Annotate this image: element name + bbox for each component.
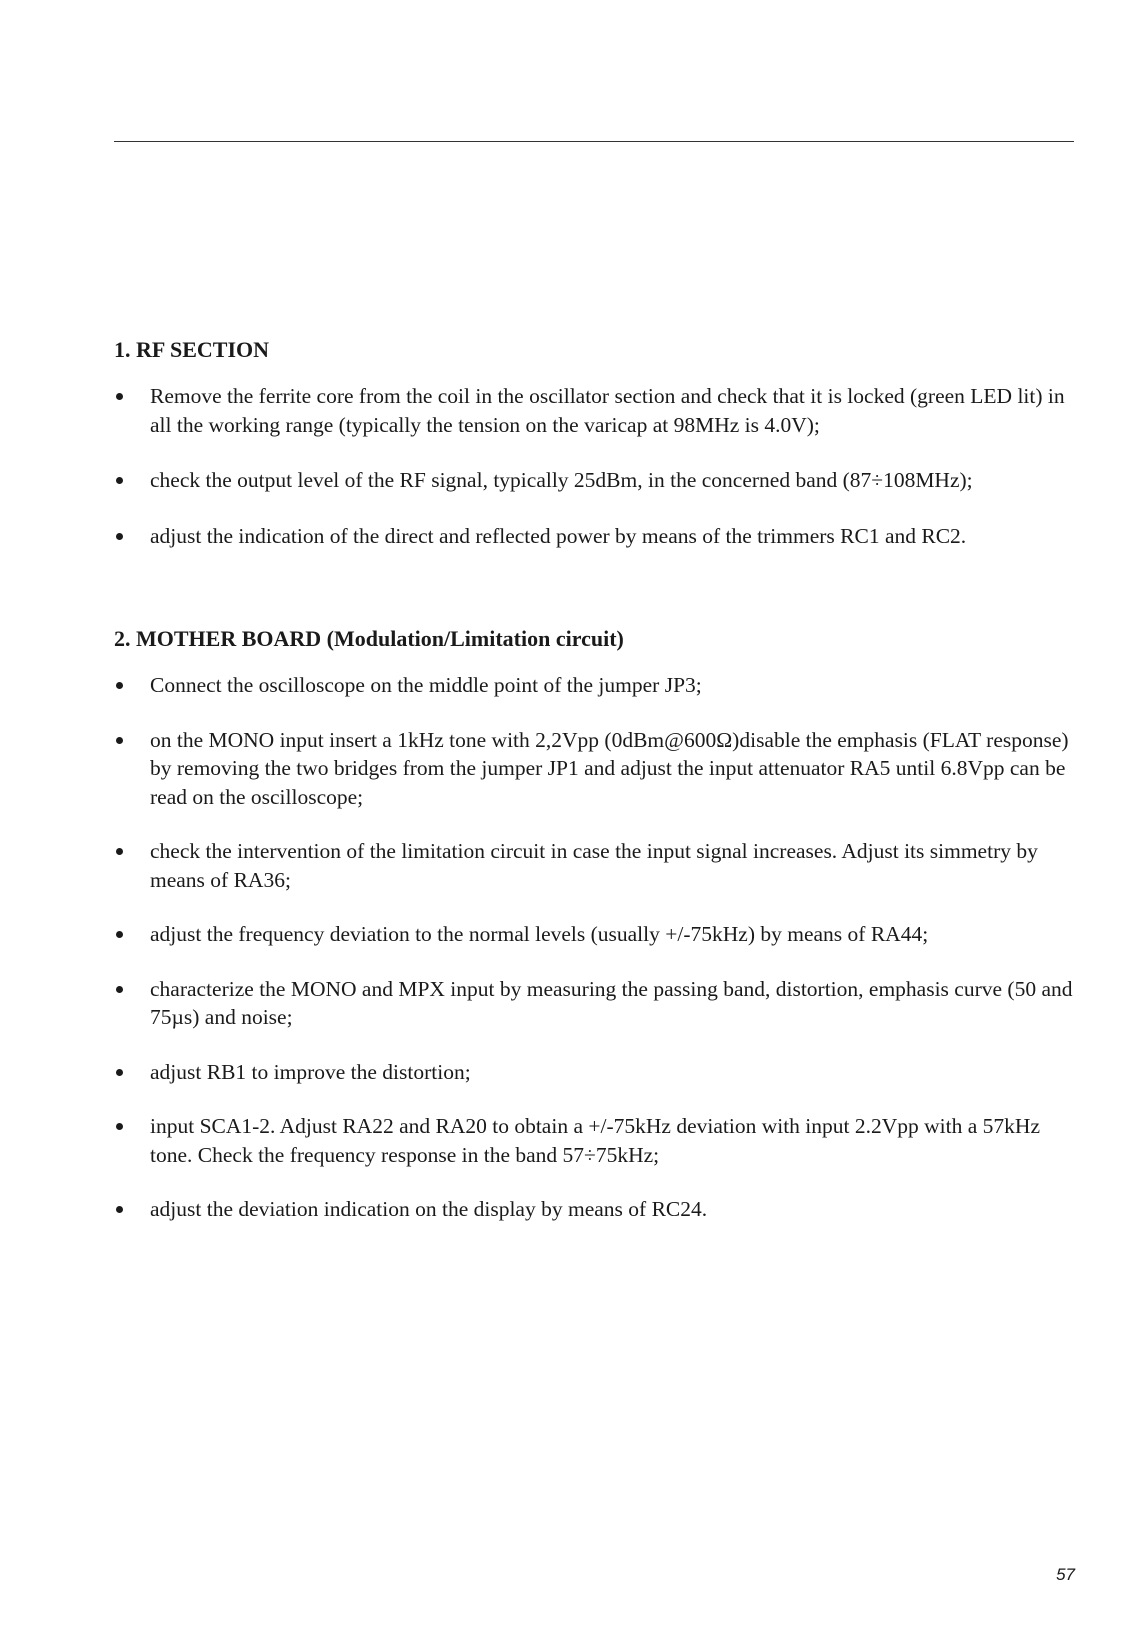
bullet-icon — [116, 533, 123, 540]
list-item — [114, 1195, 1079, 1224]
list-item-text: check the output level of the RF signal, typically 25dBm, in the concerned band (87÷108MHz); — [150, 468, 973, 492]
section-title-rf: 1. RF SECTION — [114, 337, 270, 362]
list-item — [114, 920, 1079, 949]
bullet-icon — [116, 1069, 123, 1076]
list-item-text: adjust the frequency deviation to the normal levels (usually +/-75kHz) by means of RA44; — [150, 922, 929, 946]
list-item-text: characterize the MONO and MPX input by measuring the passing band, distortion, emphasis curve (50 and 75µs) and noise; — [150, 976, 1073, 1029]
bullet-icon — [116, 931, 123, 938]
list-item — [114, 522, 1079, 551]
bullet-icon — [116, 986, 123, 993]
list-item — [114, 975, 1079, 1032]
mother-board-bullet-list — [114, 671, 1079, 1224]
list-item-text: on the MONO input insert a 1kHz tone with 2,2Vpp (0dBm@600Ω)disable the emphasis (FLAT response) by removing the two bridges from the jumper JP1 and adjust the input attenuator RA5 until 6.8Vpp can be read on the oscilloscope; — [150, 727, 1069, 809]
list-item-text: adjust the deviation indication on the display by means of RC24. — [150, 1197, 708, 1221]
bullet-icon — [116, 1206, 123, 1213]
list-item-text: Connect the oscilloscope on the middle point of the jumper JP3; — [150, 673, 702, 697]
list-item-text: check the intervention of the limitation circuit in case the input signal increases. Adjust its simmetry by means of RA36; — [150, 839, 1038, 892]
bullet-icon — [116, 1123, 123, 1130]
list-item-text: Remove the ferrite core from the coil in the oscillator section and check that it is locked (green LED lit) in all the working range (typically the tension on the varicap at 98MHz is 4.0V); — [150, 384, 1065, 437]
header-rule — [114, 141, 1074, 142]
list-item — [114, 837, 1079, 894]
rf-bullet-list — [114, 382, 1079, 550]
bullet-icon — [116, 682, 123, 689]
bullet-icon — [116, 477, 123, 484]
page-number: 57 — [1056, 1565, 1075, 1584]
list-item — [114, 671, 1079, 700]
bullet-icon — [116, 848, 123, 855]
bullet-icon — [116, 393, 123, 400]
list-item — [114, 726, 1079, 812]
list-item — [114, 382, 1079, 439]
section-mother-board — [114, 626, 1079, 1224]
list-item — [114, 1112, 1079, 1169]
list-item-text: input SCA1-2. Adjust RA22 and RA20 to obtain a +/-75kHz deviation with input 2.2Vpp with a 57kHz tone. Check the frequency response in the band 57÷75kHz; — [150, 1114, 1040, 1167]
list-item — [114, 466, 1079, 495]
list-item — [114, 1058, 1079, 1087]
list-item-text: adjust the indication of the direct and reflected power by means of the trimmers RC1 and RC2. — [150, 523, 967, 548]
section-rf — [114, 337, 1079, 550]
list-item-text: adjust RB1 to improve the distortion; — [150, 1059, 471, 1084]
bullet-icon — [116, 737, 123, 744]
section-title-mother-board: 2. MOTHER BOARD (Modulation/Limitation circuit) — [114, 626, 624, 651]
